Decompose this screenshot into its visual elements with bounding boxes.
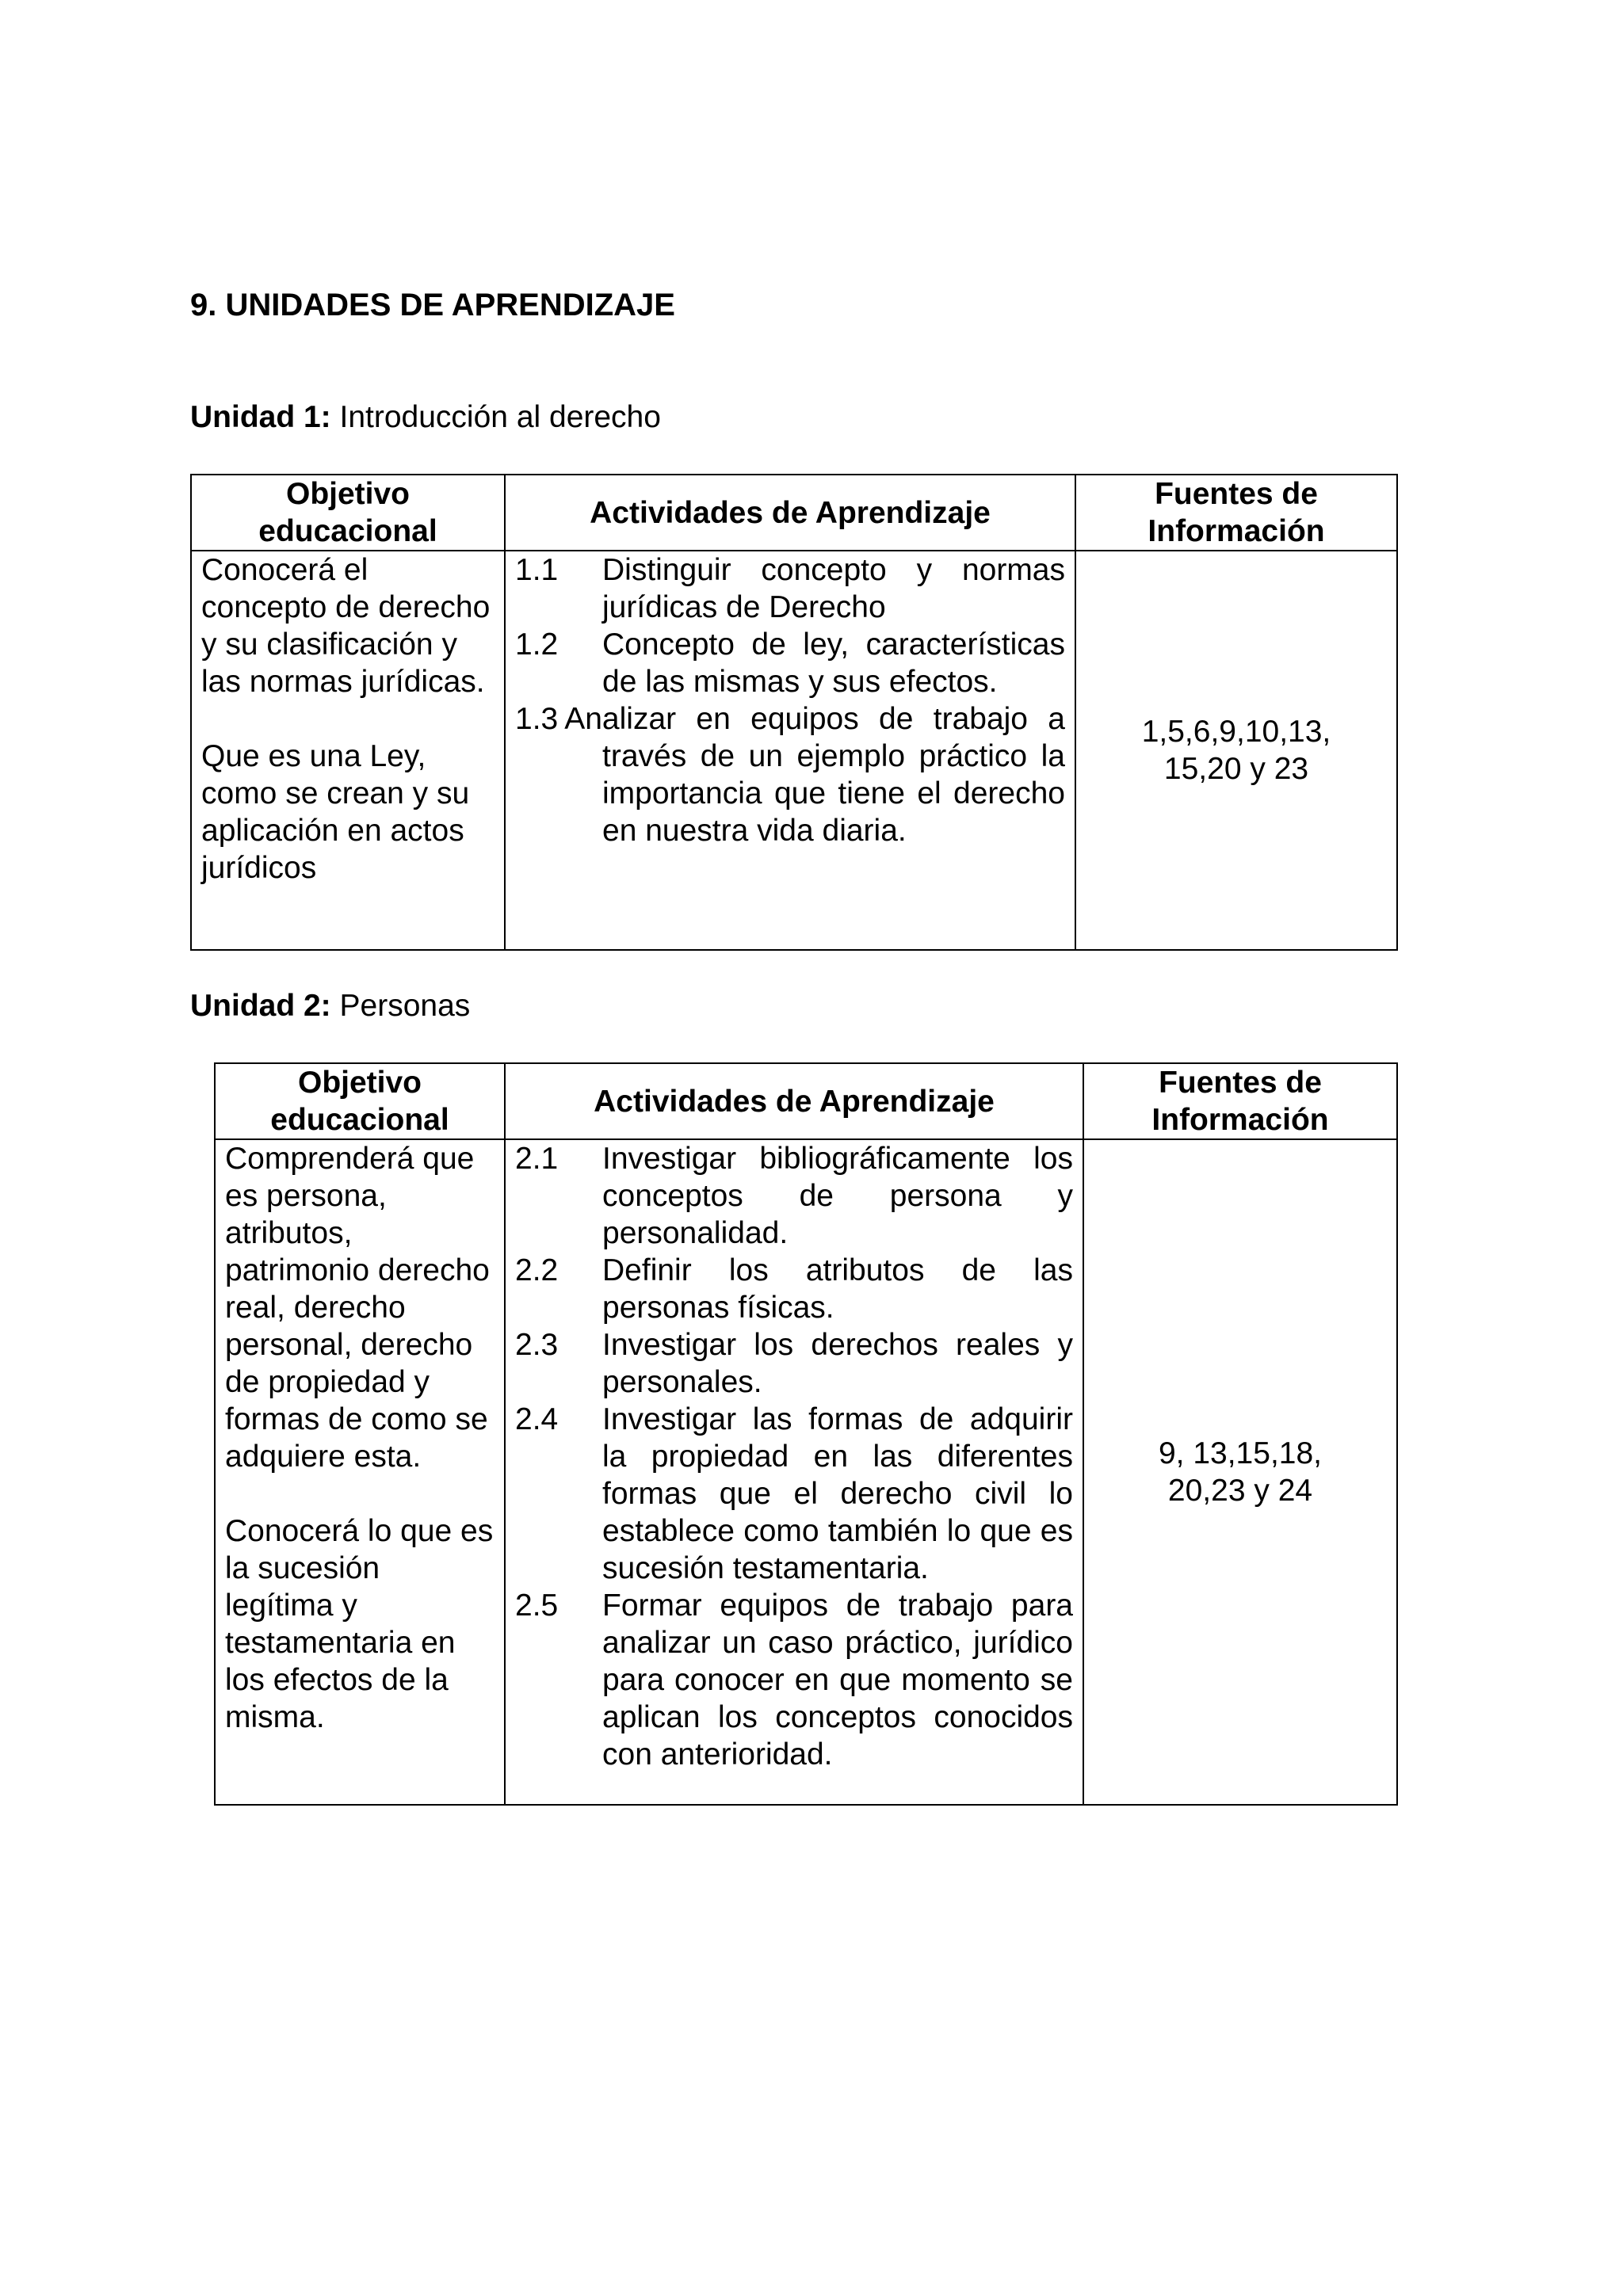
- activity-item: [515, 1140, 1073, 1252]
- sources-header: Fuentes de Información: [1083, 1063, 1397, 1139]
- activity-item: [515, 1252, 1073, 1326]
- activity-number: 1.3: [515, 702, 559, 736]
- sources-cell: [1083, 1139, 1397, 1805]
- unit-1-title: Introducción al derecho: [339, 400, 661, 434]
- activity-text: Formar equipos de trabajo para analizar un caso práctico, jurídico para conocer en que momento se aplican los conceptos conocidos con anterioridad.: [602, 1589, 1073, 1772]
- objective-header: Objetivo educacional: [215, 1063, 505, 1139]
- activity-text: Definir los atributos de las personas físicas.: [602, 1253, 1073, 1325]
- activities-cell: [505, 1139, 1083, 1805]
- activity-text: Investigar las formas de adquirir la propiedad en las diferentes formas que el derecho civil lo establece como también lo que es sucesión testamentaria.: [602, 1402, 1073, 1585]
- sources-text: 1,5,6,9,10,13, 15,20 y 23: [1141, 715, 1331, 786]
- activity-text: Investigar los derechos reales y personales.: [602, 1328, 1073, 1399]
- activity-text: Concepto de ley, características de las mismas y sus efectos.: [602, 627, 1065, 699]
- section-title: 9. UNIDADES DE APRENDIZAJE: [190, 288, 675, 322]
- unit-1-table: [190, 474, 1398, 951]
- activity-number: 1.1: [515, 553, 559, 587]
- activity-text: Investigar bibliográficamente los conceptos de persona y personalidad.: [602, 1142, 1073, 1250]
- objective-paragraph: Que es una Ley, como se crean y su aplicación en actos jurídicos: [201, 739, 470, 885]
- unit-2-table: [214, 1062, 1398, 1806]
- activity-item: [515, 551, 1065, 626]
- objective-paragraph: Conocerá el concepto de derecho y su clasificación y las normas jurídicas.: [201, 553, 491, 699]
- objective-paragraph: Comprenderá que es persona, atributos, patrimonio derecho real, derecho personal, derecho de propiedad y formas de como se adquiere esta.: [225, 1142, 490, 1474]
- unit-2-label: Unidad 2:: [190, 989, 331, 1023]
- sources-cell: [1075, 551, 1397, 950]
- unit-2-title: Personas: [339, 989, 471, 1023]
- objective-paragraph: Conocerá lo que es la sucesión legítima y testamentaria en los efectos de la misma.: [225, 1514, 494, 1734]
- objective-cell: [191, 551, 505, 950]
- activities-cell: [505, 551, 1075, 950]
- activity-number: 2.2: [515, 1253, 559, 1287]
- activity-item: [515, 700, 1065, 849]
- sources-text: 9, 13,15,18, 20,23 y 24: [1158, 1436, 1322, 1508]
- activities-list: [515, 551, 1065, 849]
- activity-number: 2.1: [515, 1142, 559, 1176]
- activities-header: Actividades de Aprendizaje: [505, 475, 1075, 551]
- objective-header: Objetivo educacional: [191, 475, 505, 551]
- activity-item: [515, 626, 1065, 700]
- objective-cell: [215, 1139, 505, 1805]
- activities-list: [515, 1140, 1073, 1773]
- activities-header: Actividades de Aprendizaje: [505, 1063, 1083, 1139]
- unit-1-label: Unidad 1:: [190, 400, 331, 434]
- activity-number: 2.5: [515, 1589, 559, 1623]
- activity-item: [515, 1587, 1073, 1773]
- activity-item: [515, 1326, 1073, 1401]
- activity-number: 2.3: [515, 1328, 559, 1362]
- unit-2-heading: [190, 987, 470, 1024]
- activity-number: 1.2: [515, 627, 559, 662]
- unit-1-heading: [190, 399, 661, 436]
- activity-number: 2.4: [515, 1402, 559, 1436]
- activity-text: Distinguir concepto y normas jurídicas de Derecho: [602, 553, 1065, 624]
- sources-header: Fuentes de Información: [1075, 475, 1397, 551]
- activity-item: [515, 1401, 1073, 1587]
- activity-text: Analizar en equipos de trabajo a través de un ejemplo práctico la importancia que tiene el derecho en nuestra vida diaria.: [564, 702, 1065, 848]
